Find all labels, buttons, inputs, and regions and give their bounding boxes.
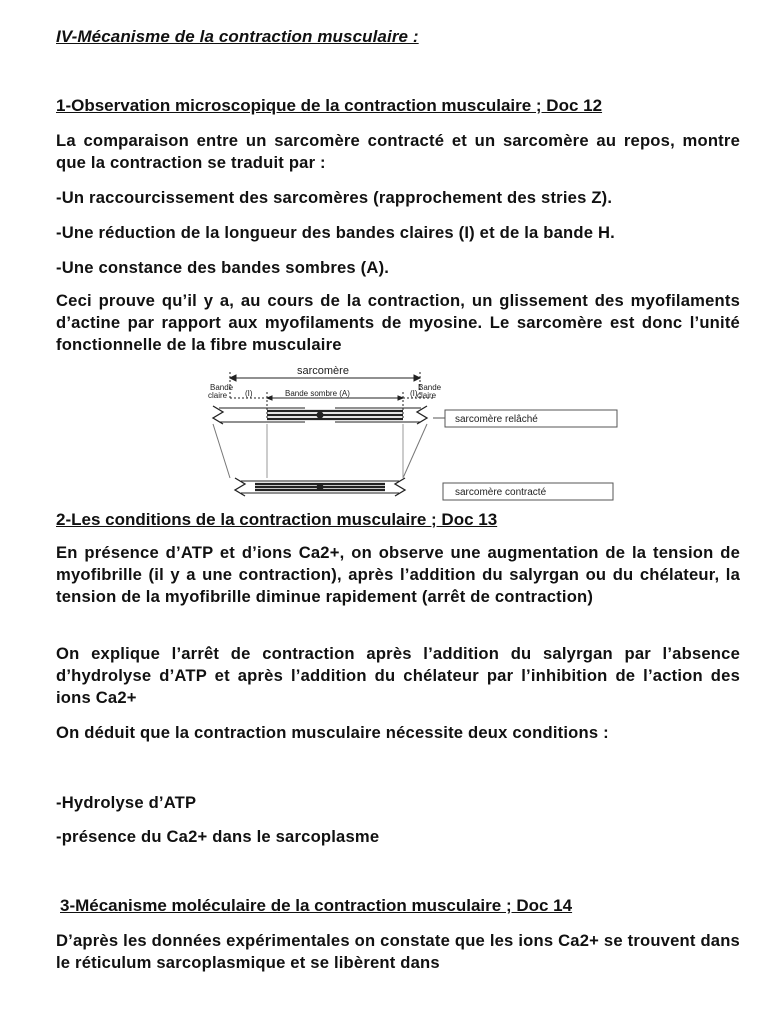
sarcomere-diagram <box>205 360 625 510</box>
contracted-sarcomere <box>235 478 405 496</box>
section2-para1: En présence d’ATP et d’ions Ca2+, on observe une augmentation de la tension de myofibrille (il y a une contraction), après l’addition du salyrgan ou du chélateur, la tension de la myofibrille diminue rapidement (arrêt de contraction) <box>56 543 740 606</box>
section2-para2: On explique l’arrêt de contraction après l’addition du salyrgan par l’absence d’hydrolyse d’ATP et après l’addition du chélateur par l’inhibition de l’action des ions Ca2+ <box>56 644 740 707</box>
bande-claire-right-label-2: claire <box>417 391 437 400</box>
section1-point3: -Une constance des bandes sombres (A). <box>56 258 390 277</box>
band-I-right-label: (I) <box>410 389 418 398</box>
section2-condition2: -présence du Ca2+ dans le sarcoplasme <box>56 827 380 846</box>
bande-claire-left-label-1: Bande <box>210 383 234 392</box>
sarcomere-label: sarcomère <box>297 365 349 377</box>
section2-para3: On déduit que la contraction musculaire nécessite deux conditions : <box>56 723 609 742</box>
bande-claire-right-label-1: Bande <box>418 383 442 392</box>
section1-intro: La comparaison entre un sarcomère contracté et un sarcomère au repos, montre que la contraction se traduit par : <box>56 131 740 172</box>
section1-point1: -Un raccourcissement des sarcomères (rapprochement des stries Z). <box>56 188 613 207</box>
bande-claire-left-label-2: claire <box>208 391 228 400</box>
page-title: IV-Mécanisme de la contraction musculaire : <box>56 27 419 46</box>
section1-point2: -Une réduction de la longueur des bandes claires (I) et de la bande H. <box>56 223 615 242</box>
relaxed-sarcomere <box>213 406 427 424</box>
band-I-left-label: (I) <box>245 389 253 398</box>
contracted-label: sarcomère contracté <box>455 487 547 498</box>
relaxed-label: sarcomère relâché <box>455 414 538 425</box>
bande-sombre-label: Bande sombre (A) <box>285 389 350 398</box>
section2-condition1: -Hydrolyse d’ATP <box>56 793 197 812</box>
section2-heading: 2-Les conditions de la contraction musculaire ; Doc 13 <box>56 510 498 529</box>
section3-para1: D’après les données expérimentales on constate que les ions Ca2+ se trouvent dans le réticulum sarcoplasmique et se libèrent dans <box>56 931 740 972</box>
section1-conclusion: Ceci prouve qu’il y a, au cours de la contraction, un glissement des myofilaments d’actine par rapport aux myofilaments de myosine. Le sarcomère est donc l’unité fonctionnelle de la fibre musculaire <box>56 291 740 354</box>
section3-heading: 3-Mécanisme moléculaire de la contraction musculaire ; Doc 14 <box>60 896 573 915</box>
section1-heading: 1-Observation microscopique de la contraction musculaire ; Doc 12 <box>56 96 603 115</box>
